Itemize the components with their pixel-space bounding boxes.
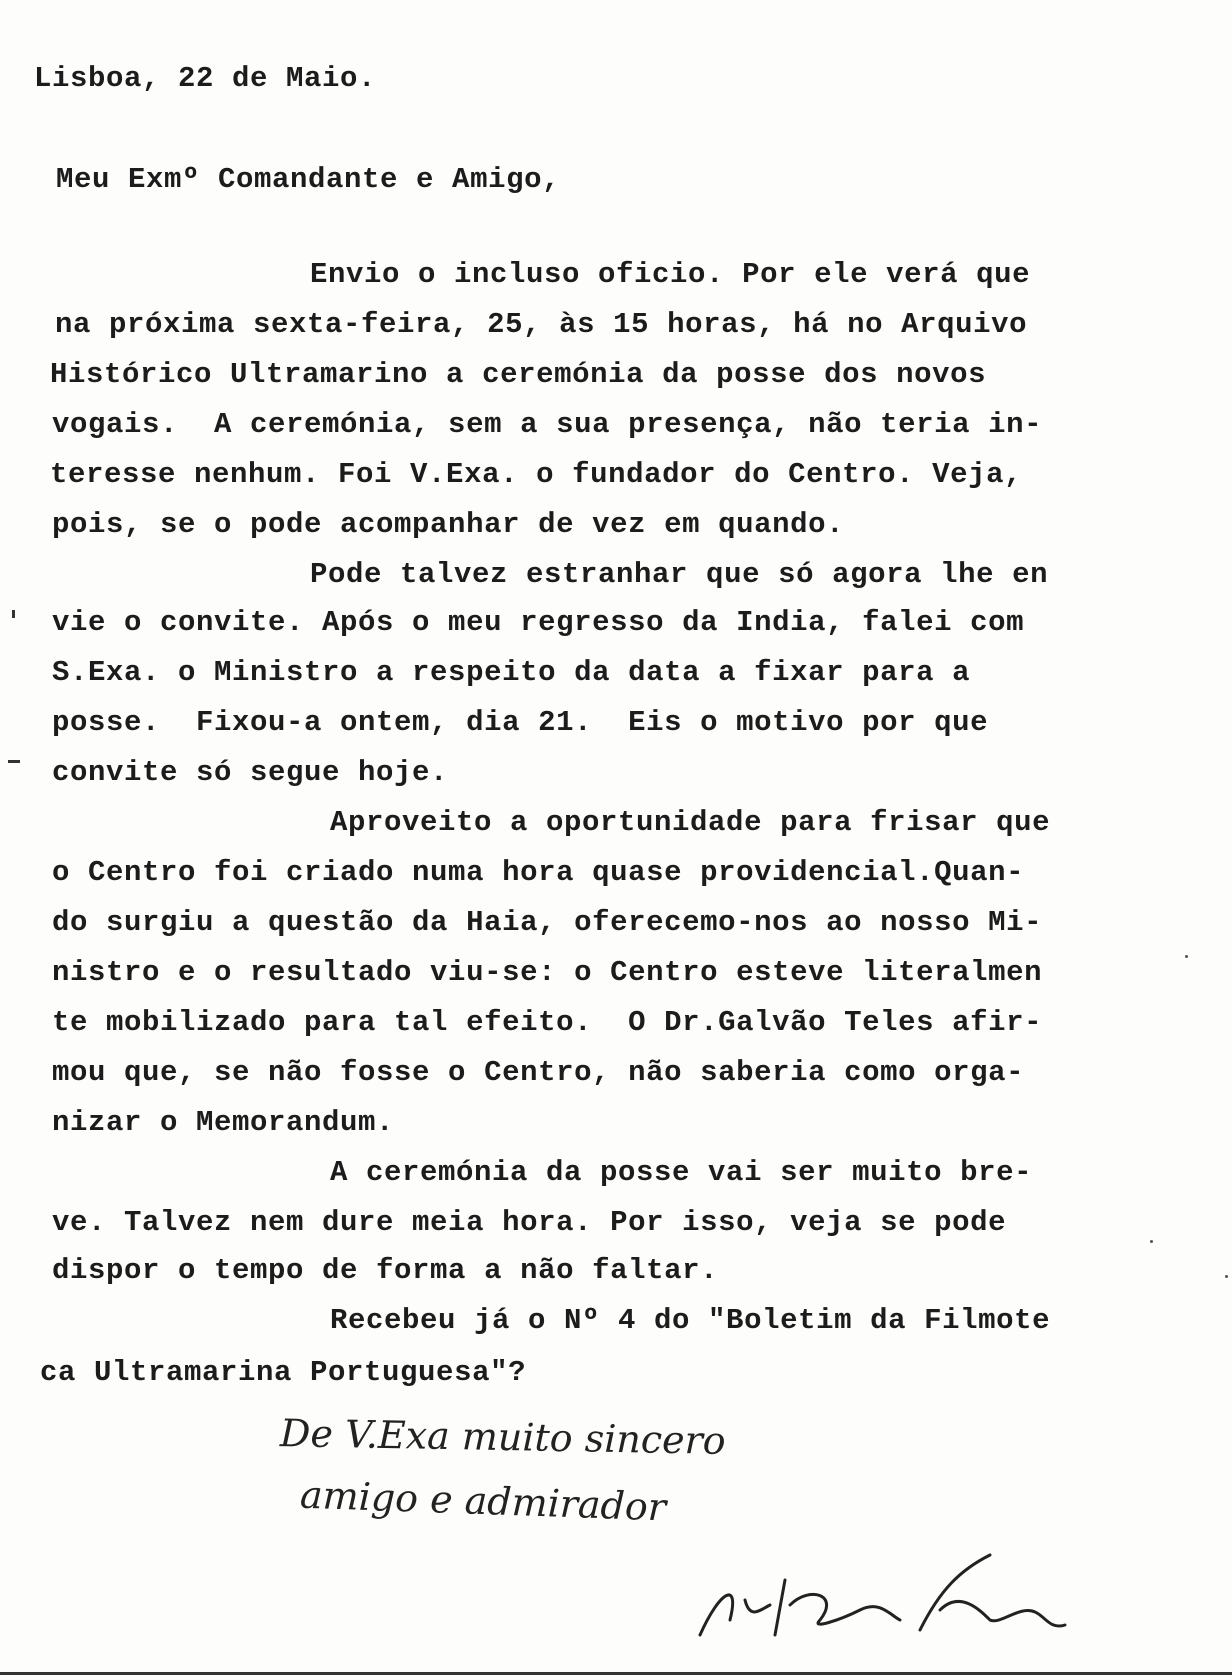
- paper-speck: [1150, 1240, 1153, 1243]
- paper-speck: [1185, 955, 1188, 958]
- body-line: te mobilizado para tal efeito. O Dr.Galvão Teles afir-: [52, 1006, 1043, 1039]
- body-line: posse. Fixou-a ontem, dia 21. Eis o motivo por que: [52, 706, 989, 739]
- bottom-edge-line: [0, 1672, 1232, 1675]
- body-line: Pode talvez estranhar que só agora lhe en: [310, 558, 1049, 591]
- body-line: pois, se o pode acompanhar de vez em quando.: [52, 508, 845, 541]
- body-line: ca Ultramarina Portuguesa"?: [40, 1356, 527, 1389]
- body-line: mou que, se não fosse o Centro, não saberia como orga-: [52, 1056, 1025, 1089]
- margin-mark: [8, 760, 20, 763]
- body-line: na próxima sexta-feira, 25, às 15 horas, há no Arquivo: [55, 308, 1028, 341]
- body-line: do surgiu a questão da Haia, oferecemo-nos ao nosso Mi-: [52, 906, 1043, 939]
- body-line: nistro e o resultado viu-se: o Centro esteve literalmen: [52, 956, 1043, 989]
- body-line: vogais. A ceremónia, sem a sua presença, não teria in-: [52, 408, 1043, 441]
- dateline: Lisboa, 22 de Maio.: [34, 62, 377, 95]
- body-line: Envio o incluso oficio. Por ele verá que: [310, 258, 1031, 291]
- margin-mark: [12, 610, 15, 618]
- body-line: o Centro foi criado numa hora quase providencial.Quan-: [52, 856, 1025, 889]
- body-line: A ceremónia da posse vai ser muito bre-: [330, 1156, 1033, 1189]
- signature: [690, 1550, 1080, 1645]
- paper-speck: [1225, 1275, 1228, 1278]
- body-line: Histórico Ultramarino a ceremónia da posse dos novos: [50, 358, 987, 391]
- body-line: Recebeu já o Nº 4 do "Boletim da Filmote: [330, 1304, 1051, 1337]
- body-line: S.Exa. o Ministro a respeito da data a fixar para a: [52, 656, 971, 689]
- handwritten-closing-2: amigo e admirador: [299, 1472, 667, 1530]
- body-line: nizar o Memorandum.: [52, 1106, 395, 1139]
- body-line: convite só segue hoje.: [52, 756, 449, 789]
- salutation: Meu Exmº Comandante e Amigo,: [56, 163, 561, 196]
- body-line: dispor o tempo de forma a não faltar.: [52, 1254, 719, 1287]
- body-line: vie o convite. Após o meu regresso da India, falei com: [52, 606, 1025, 639]
- body-line: Aproveito a oportunidade para frisar que: [330, 806, 1051, 839]
- body-line: ve. Talvez nem dure meia hora. Por isso, veja se pode: [52, 1206, 1007, 1239]
- handwritten-closing-1: De V.Exa muito sincero: [279, 1411, 727, 1463]
- body-line: teresse nenhum. Foi V.Exa. o fundador do Centro. Veja,: [50, 458, 1023, 491]
